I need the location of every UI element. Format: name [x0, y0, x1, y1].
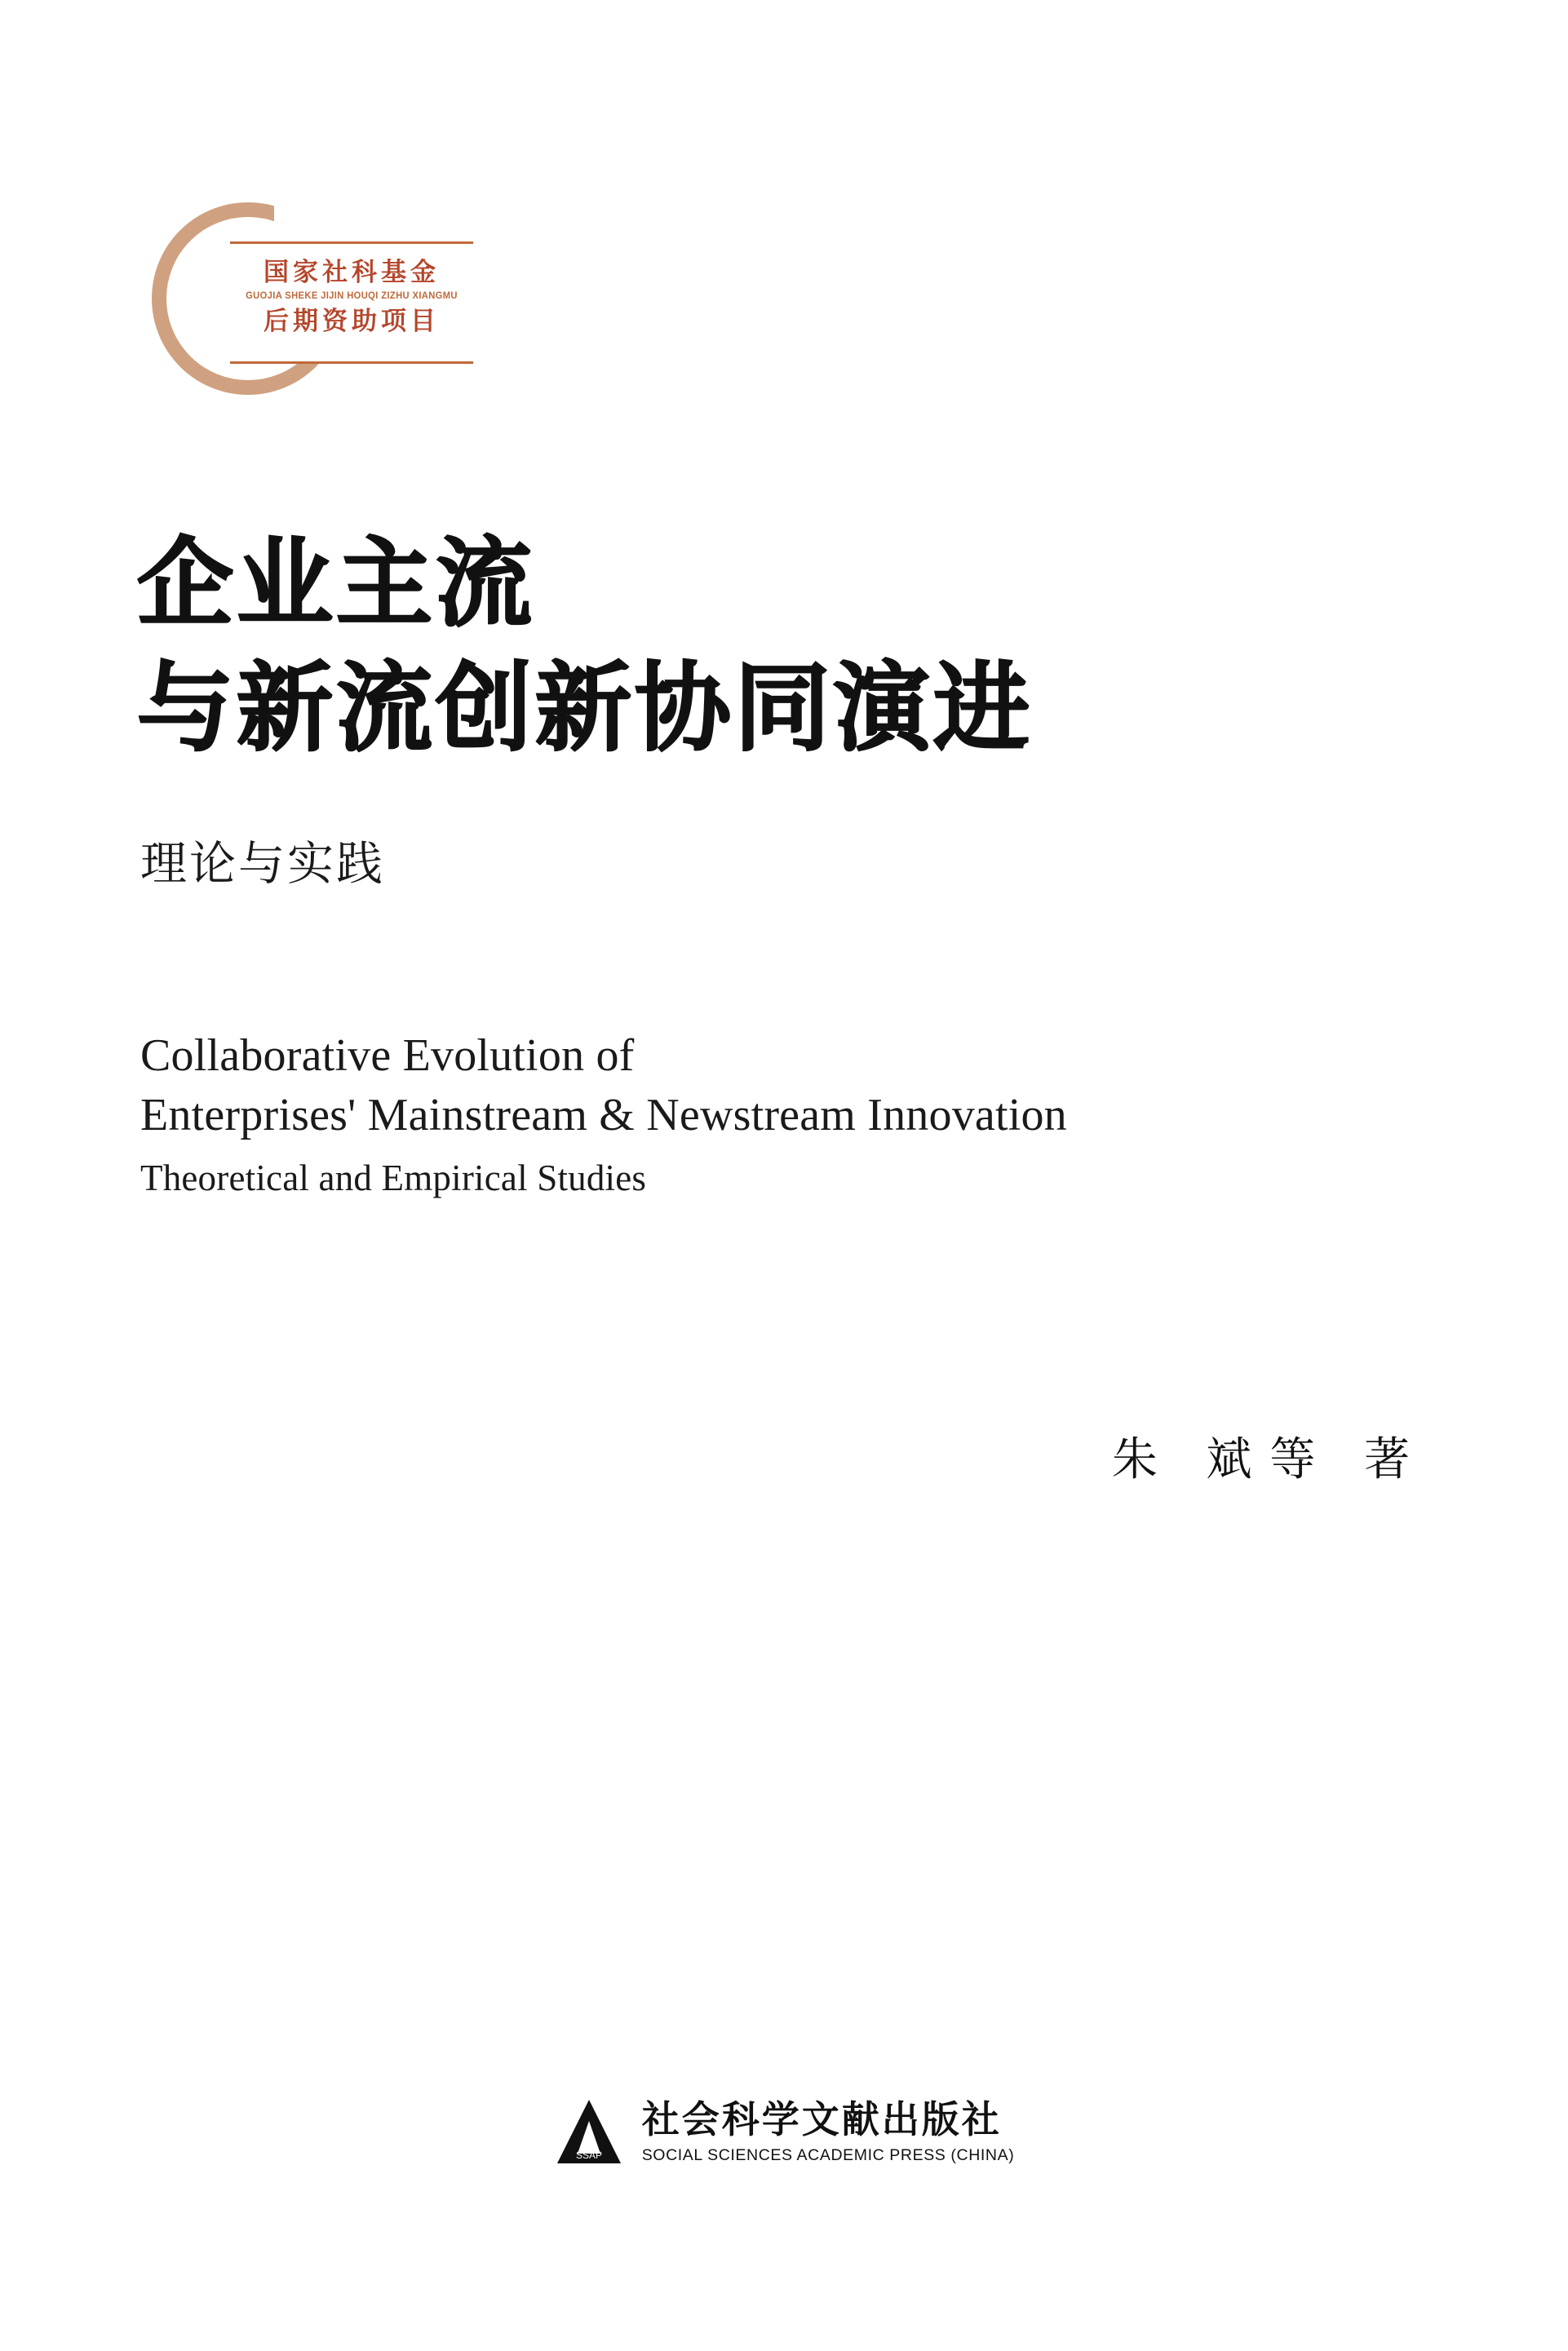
publisher-name-cn: 社会科学文献出版社 — [641, 2097, 1002, 2141]
en-title-line-1: Collaborative Evolution of — [140, 1030, 635, 1081]
en-subtitle: Theoretical and Empirical Studies — [140, 1157, 647, 1198]
badge-pinyin: GUOJIA SHEKE JIJIN HOUQI ZIZHU XIANGMU — [246, 291, 458, 302]
book-subtitle-cn: 理论与实践 — [140, 838, 385, 890]
svg-text:SSAP: SSAP — [575, 2150, 602, 2161]
grant-badge — [152, 202, 458, 414]
publisher-text — [642, 2098, 1015, 2166]
badge-line3: 后期资助项目 — [264, 307, 440, 336]
author-name: 朱 斌等 著 — [1111, 1433, 1428, 1485]
title-line-1: 企业主流 — [137, 530, 536, 638]
badge-line1: 国家社科基金 — [264, 258, 440, 286]
publisher-name-en: SOCIAL SCIENCES ACADEMIC PRESS (CHINA) — [641, 2146, 1015, 2165]
badge-frame — [230, 241, 473, 364]
book-title-en — [140, 1026, 1486, 1202]
title-line-2: 与新流创新协同演进 — [137, 655, 1034, 764]
en-title-line-2: Enterprises' Mainstream & Newstream Innovation — [140, 1089, 1067, 1140]
ssap-logo-icon — [554, 2096, 624, 2167]
publisher-block — [0, 2096, 1568, 2167]
book-title-cn — [137, 522, 1442, 773]
